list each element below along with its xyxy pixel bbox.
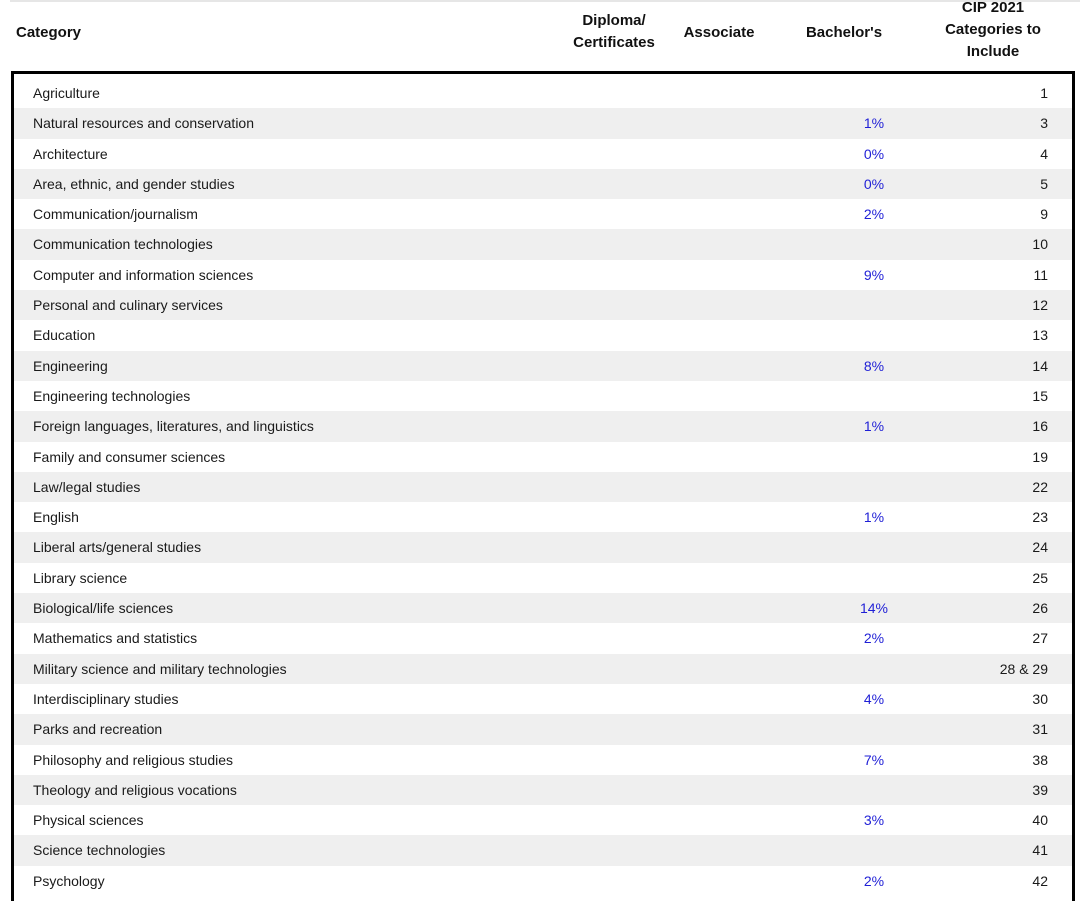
cell-cip: 28 & 29 [999,660,1048,677]
table-row [14,805,1072,835]
table-row [14,745,1072,775]
header-diploma-line1: Diploma/ [582,12,646,29]
cell-bachelors: 2% [863,206,885,223]
cell-cip: 5 [1040,175,1048,192]
table-row [14,290,1072,320]
header-diploma-certificates [558,10,670,54]
cell-category: Engineering technologies [33,387,191,404]
table-row [14,714,1072,744]
table-body [11,71,1075,901]
cell-cip: 19 [1032,448,1048,465]
cell-bachelors: 1% [863,115,885,132]
table-rows [14,78,1072,896]
cell-cip: 42 [1032,872,1048,889]
cell-bachelors: 9% [863,266,885,283]
cell-cip: 22 [1032,478,1048,495]
table-row [14,108,1072,138]
table-row [14,532,1072,562]
cell-cip: 3 [1040,115,1048,132]
cell-cip: 16 [1032,418,1048,435]
cell-cip: 25 [1032,569,1048,586]
header-cip-categories [928,0,1058,63]
table-header [0,0,1080,72]
table-row [14,78,1072,108]
cell-category: Computer and information sciences [33,266,254,283]
header-cip-line1: CIP 2021 [961,0,1025,16]
cell-category: Parks and recreation [33,721,163,738]
cell-category: Natural resources and conservation [33,115,255,132]
cell-category: Education [33,327,96,344]
cell-bachelors: 8% [863,357,885,374]
cell-cip: 15 [1032,387,1048,404]
cell-category: Biological/life sciences [33,600,174,617]
cell-cip: 31 [1032,721,1048,738]
table-row [14,320,1072,350]
cell-bachelors: 3% [863,812,885,829]
table-row [14,442,1072,472]
cell-category: Foreign languages, literatures, and linguistics [33,418,314,435]
cell-cip: 26 [1032,600,1048,617]
table-row [14,260,1072,290]
header-bachelors: Bachelor's [805,24,883,41]
cell-category: Area, ethnic, and gender studies [33,175,235,192]
table-row [14,775,1072,805]
header-cip-line3: Include [966,43,1020,60]
table-row [14,593,1072,623]
cell-bachelors: 14% [859,600,889,617]
cell-cip: 40 [1032,812,1048,829]
header-diploma-line2: Certificates [573,34,655,51]
cell-category: Family and consumer sciences [33,448,226,465]
cell-bachelors: 2% [863,872,885,889]
cell-category: Philosophy and religious studies [33,751,234,768]
cell-cip: 39 [1032,781,1048,798]
cell-category: Science technologies [33,842,166,859]
cell-bachelors: 4% [863,690,885,707]
cell-cip: 24 [1032,539,1048,556]
cell-bachelors: 0% [863,175,885,192]
cell-cip: 41 [1032,842,1048,859]
cell-category: Personal and culinary services [33,297,223,314]
cell-category: Interdisciplinary studies [33,690,179,707]
cell-category: Engineering [33,357,108,374]
cell-category: Law/legal studies [33,478,141,495]
table-row [14,139,1072,169]
cell-cip: 30 [1032,690,1048,707]
header-cip-line2: Categories to [945,21,1041,38]
table-row [14,835,1072,865]
cell-category: Psychology [33,872,105,889]
cell-cip: 11 [1033,266,1048,283]
header-associate: Associate [683,24,755,41]
cell-bachelors: 7% [863,751,885,768]
cell-bachelors: 2% [863,630,885,647]
cell-category: Mathematics and statistics [33,630,198,647]
cell-cip: 38 [1032,751,1048,768]
cell-bachelors: 0% [863,145,885,162]
cell-bachelors: 1% [863,418,885,435]
header-category: Category [16,24,82,41]
cell-cip: 9 [1040,206,1048,223]
cell-category: Communication/journalism [33,206,198,223]
table-row [14,502,1072,532]
table-row [14,351,1072,381]
table-row [14,229,1072,259]
table-row [14,199,1072,229]
table-row [14,866,1072,896]
table-row [14,381,1072,411]
cell-category: Physical sciences [33,812,144,829]
table-row [14,411,1072,441]
table-row [14,654,1072,684]
cell-category: Communication technologies [33,236,213,253]
cell-category: Theology and religious vocations [33,781,237,798]
cell-cip: 12 [1032,297,1048,314]
cell-cip: 13 [1032,327,1048,344]
cell-category: English [33,509,79,526]
cell-category: Military science and military technologies [33,660,287,677]
cell-cip: 23 [1032,509,1048,526]
table-row [14,623,1072,653]
cell-cip: 4 [1040,145,1048,162]
cell-cip: 27 [1032,630,1048,647]
cell-cip: 10 [1032,236,1048,253]
cell-cip: 14 [1032,357,1048,374]
cell-category: Architecture [33,145,108,162]
table-row [14,563,1072,593]
table-row [14,684,1072,714]
cell-category: Liberal arts/general studies [33,539,202,556]
cell-category: Agriculture [33,85,100,101]
cell-category: Library science [33,569,128,586]
table-row [14,472,1072,502]
cell-cip: 1 [1040,85,1048,101]
cell-bachelors: 1% [863,509,885,526]
table-row [14,169,1072,199]
